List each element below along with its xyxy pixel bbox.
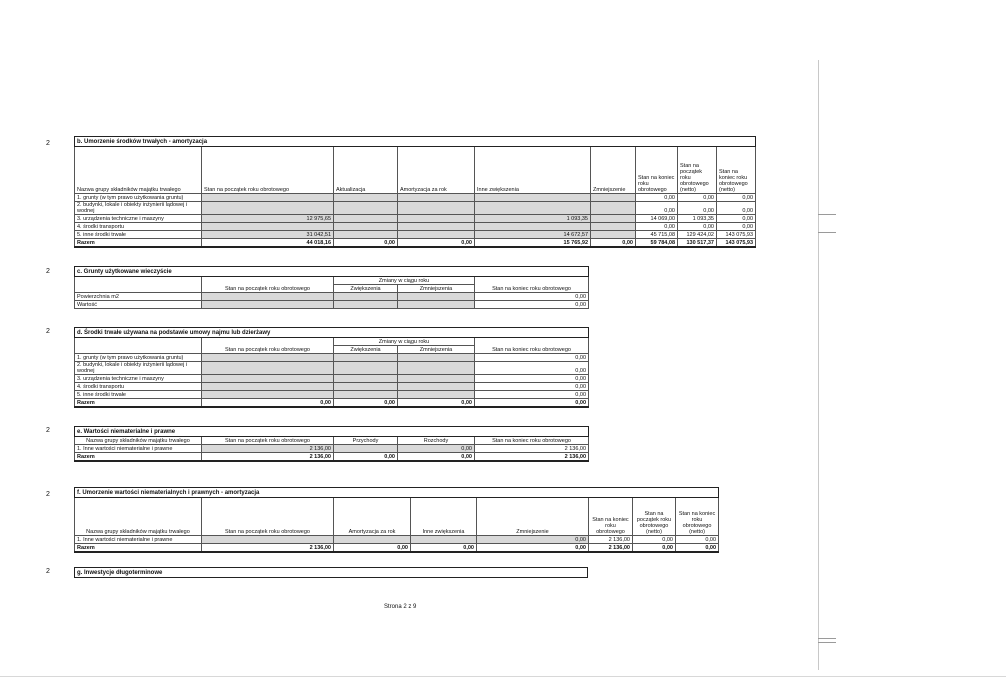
cell: 0,00 [717, 223, 756, 231]
cell: 0,00 [398, 399, 475, 408]
cell: 0,00 [717, 194, 756, 202]
cell: 2 136,00 [202, 445, 334, 453]
cell: 0,00 [398, 445, 475, 453]
header-cell: Stan na początek roku obrotowego [202, 437, 334, 445]
edge-mark [818, 232, 836, 233]
cell [334, 215, 398, 223]
cell: 129 424,02 [678, 231, 717, 239]
page-edge-line [818, 60, 819, 670]
header-cell: Nazwa grupy składników majątku trwałego [75, 437, 202, 445]
cell [202, 536, 334, 544]
header-cell: Inne zwiększenia [475, 147, 591, 194]
cell: 0,00 [717, 202, 756, 215]
cell [202, 354, 334, 362]
table-row [75, 536, 719, 544]
cell [334, 202, 398, 215]
section-d-number: 2 [46, 328, 50, 335]
header-cell: Stan na początek roku obrotowego [202, 498, 334, 536]
cell [202, 223, 334, 231]
cell: 0,00 [678, 194, 717, 202]
table-row [75, 223, 756, 231]
header-cell: Zmiany w ciągu roku [334, 338, 475, 346]
header-cell: Stan na początek roku obrotowego (netto) [633, 498, 676, 536]
cell [334, 231, 398, 239]
section-f-number: 2 [46, 491, 50, 498]
header-cell: Zmniejszenia [398, 346, 475, 354]
cell [591, 202, 636, 215]
row-label: 1. grunty (w tym prawo użytkowania gruntu) [75, 354, 202, 362]
cell [202, 362, 334, 375]
row-label: 4. środki transportu [75, 223, 202, 231]
cell [398, 391, 475, 399]
cell: 0,00 [398, 453, 475, 462]
section-f-title: f. Umorzenie wartości niematerialnych i prawnych - amortyzacja [75, 488, 719, 498]
header-cell: Stan na koniec roku obrotowego (netto) [676, 498, 719, 536]
cell [334, 194, 398, 202]
cell: 0,00 [411, 544, 477, 553]
cell: 0,00 [678, 202, 717, 215]
cell: 0,00 [334, 399, 398, 408]
header-cell: Stan na koniec roku obrotowego [475, 437, 589, 445]
row-label: 1. Inne wartości niematerialne i prawne [75, 536, 202, 544]
section-e-number: 2 [46, 427, 50, 434]
row-label: 1. grunty (w tym prawo użytkowania gruntu) [75, 194, 202, 202]
cell: 1 093,35 [475, 215, 591, 223]
cell: 0,00 [475, 375, 589, 383]
header-cell: Stan na koniec roku obrotowego (netto) [717, 147, 756, 194]
cell: 0,00 [477, 536, 589, 544]
cell: 0,00 [475, 301, 589, 309]
cell: 0,00 [475, 362, 589, 375]
row-label: 3. urządzenia techniczne i maszyny [75, 375, 202, 383]
table-row [75, 231, 756, 239]
cell [202, 194, 334, 202]
cell: 0,00 [475, 399, 589, 408]
cell [398, 354, 475, 362]
cell: 0,00 [676, 536, 719, 544]
cell [334, 445, 398, 453]
cell [475, 202, 591, 215]
cell [398, 362, 475, 375]
row-label: Powierzchnia m2 [75, 293, 202, 301]
cell: 31 042,51 [202, 231, 334, 239]
cell [398, 194, 475, 202]
cell [202, 301, 334, 309]
header-cell: Aktualizacja [334, 147, 398, 194]
cell: 0,00 [334, 544, 411, 553]
cell: 44 018,16 [202, 239, 334, 248]
total-label: Razem [75, 453, 202, 462]
row-label: 5. inne środki trwałe [75, 391, 202, 399]
cell [202, 293, 334, 301]
cell: 12 975,65 [202, 215, 334, 223]
header-cell: Nazwa grupy składników majątku trwałego [75, 498, 202, 536]
table-row [75, 391, 589, 399]
cell: 1 093,35 [678, 215, 717, 223]
section-g-title: g. Inwestycje długoterminowe [75, 568, 588, 578]
cell [591, 215, 636, 223]
table-row [75, 383, 589, 391]
cell: 0,00 [717, 215, 756, 223]
cell [398, 301, 475, 309]
row-label: 1. Inne wartości niematerialne i prawne [75, 445, 202, 453]
section-g-table [74, 567, 588, 578]
cell: 0,00 [475, 293, 589, 301]
cell: 2 136,00 [202, 544, 334, 553]
table-row [75, 354, 589, 362]
table-row [75, 194, 756, 202]
total-row [75, 453, 589, 462]
total-label: Razem [75, 544, 202, 553]
header-cell: Zwiększenia [334, 285, 398, 293]
cell [334, 375, 398, 383]
cell: 0,00 [676, 544, 719, 553]
cell [334, 362, 398, 375]
header-cell: Stan na początek roku obrotowego [202, 338, 334, 354]
cell: 2 136,00 [589, 544, 633, 553]
cell [334, 354, 398, 362]
cell [398, 375, 475, 383]
header-cell: Przychody [334, 437, 398, 445]
total-row [75, 239, 756, 248]
cell [475, 194, 591, 202]
edge-mark [818, 638, 836, 639]
header-cell: Stan na początek roku obrotowego [202, 277, 334, 293]
cell: 0,00 [636, 194, 678, 202]
total-label: Razem [75, 399, 202, 408]
cell [398, 383, 475, 391]
header-cell: Rozchody [398, 437, 475, 445]
edge-mark [818, 214, 836, 215]
cell [334, 223, 398, 231]
cell: 0,00 [678, 223, 717, 231]
cell [334, 293, 398, 301]
section-e-table [74, 426, 589, 462]
cell [591, 194, 636, 202]
header-cell: Zwiększenia [334, 346, 398, 354]
cell: 2 136,00 [202, 453, 334, 462]
cell: 2 136,00 [475, 445, 589, 453]
header-cell: Inne zwiększenia [411, 498, 477, 536]
section-f-table [74, 487, 719, 553]
table-row [75, 375, 589, 383]
scan-bottom-edge [0, 676, 1006, 677]
cell [411, 536, 477, 544]
cell: 2 136,00 [589, 536, 633, 544]
header-cell: Stan na początek roku obrotowego [202, 147, 334, 194]
table-row [75, 362, 589, 375]
header-cell: Zmniejszenia [398, 285, 475, 293]
header-cell: Zmniejszenie [477, 498, 589, 536]
cell [202, 391, 334, 399]
cell [591, 231, 636, 239]
cell: 2 136,00 [475, 453, 589, 462]
cell: 45 715,08 [636, 231, 678, 239]
cell: 0,00 [334, 239, 398, 248]
total-row [75, 399, 589, 408]
cell [202, 202, 334, 215]
cell: 59 784,08 [636, 239, 678, 248]
section-b-title: b. Umorzenie środków trwałych - amortyzacja [75, 137, 756, 147]
cell: 0,00 [591, 239, 636, 248]
cell [398, 215, 475, 223]
section-d-title: d. Środki trwałe używana na podstawie umowy najmu lub dzierżawy [75, 328, 589, 338]
cell [398, 223, 475, 231]
header-cell: Stan na początek roku obrotowego (netto) [678, 147, 717, 194]
header-cell: Nazwa grupy składników majątku trwałego [75, 147, 202, 194]
cell: 0,00 [477, 544, 589, 553]
cell [202, 375, 334, 383]
cell: 0,00 [636, 202, 678, 215]
table-row [75, 202, 756, 215]
cell: 14 069,00 [636, 215, 678, 223]
row-label: 5. inne środki trwałe [75, 231, 202, 239]
section-c-title: c. Grunty użytkowane wieczyście [75, 267, 589, 277]
cell [398, 202, 475, 215]
cell: 0,00 [475, 354, 589, 362]
section-b-table [74, 136, 756, 248]
header-cell: Stan na koniec roku obrotowego [636, 147, 678, 194]
row-label: 2. budynki, lokale i obiekty inżynierii lądowej i wodnej [75, 202, 202, 215]
section-d-table [74, 327, 589, 408]
header-cell: Zmniejszenie [591, 147, 636, 194]
cell: 0,00 [398, 239, 475, 248]
cell: 14 672,57 [475, 231, 591, 239]
cell: 0,00 [633, 544, 676, 553]
section-g-number: 2 [46, 568, 50, 575]
header-cell: Stan na koniec roku obrotowego [589, 498, 633, 536]
cell: 143 075,93 [717, 231, 756, 239]
cell: 0,00 [202, 399, 334, 408]
cell: 130 517,37 [678, 239, 717, 248]
header-cell: Stan na koniec roku obrotowego [475, 338, 589, 354]
cell: 0,00 [636, 223, 678, 231]
header-cell: Stan na koniec roku obrotowego [475, 277, 589, 293]
row-label: 3. urządzenia techniczne i maszyny [75, 215, 202, 223]
cell [475, 223, 591, 231]
cell [398, 231, 475, 239]
cell: 0,00 [475, 391, 589, 399]
section-b-number: 2 [46, 140, 50, 147]
edge-mark [818, 642, 836, 643]
section-c-number: 2 [46, 268, 50, 275]
cell [334, 301, 398, 309]
cell: 15 765,92 [475, 239, 591, 248]
table-row [75, 215, 756, 223]
cell [334, 391, 398, 399]
cell [334, 536, 411, 544]
cell [202, 383, 334, 391]
cell [334, 383, 398, 391]
section-c-table [74, 266, 589, 309]
cell: 143 075,93 [717, 239, 756, 248]
row-label: Wartość [75, 301, 202, 309]
total-row [75, 544, 719, 553]
cell [398, 293, 475, 301]
header-cell: Amortyzacja za rok [334, 498, 411, 536]
page-footer: Strona 2 z 9 [384, 604, 417, 610]
cell [591, 223, 636, 231]
table-row [75, 293, 589, 301]
table-row [75, 445, 589, 453]
section-e-title: e. Wartości niematerialne i prawne [75, 427, 589, 437]
cell: 0,00 [633, 536, 676, 544]
header-cell: Amortyzacja za rok [398, 147, 475, 194]
row-label: 4. środki transportu [75, 383, 202, 391]
header-cell: Zmiany w ciągu roku [334, 277, 475, 285]
table-row [75, 301, 589, 309]
total-label: Razem [75, 239, 202, 248]
row-label: 2. budynki, lokale i obiekty inżynierii lądowej i wodnej [75, 362, 202, 375]
cell: 0,00 [475, 383, 589, 391]
cell: 0,00 [334, 453, 398, 462]
